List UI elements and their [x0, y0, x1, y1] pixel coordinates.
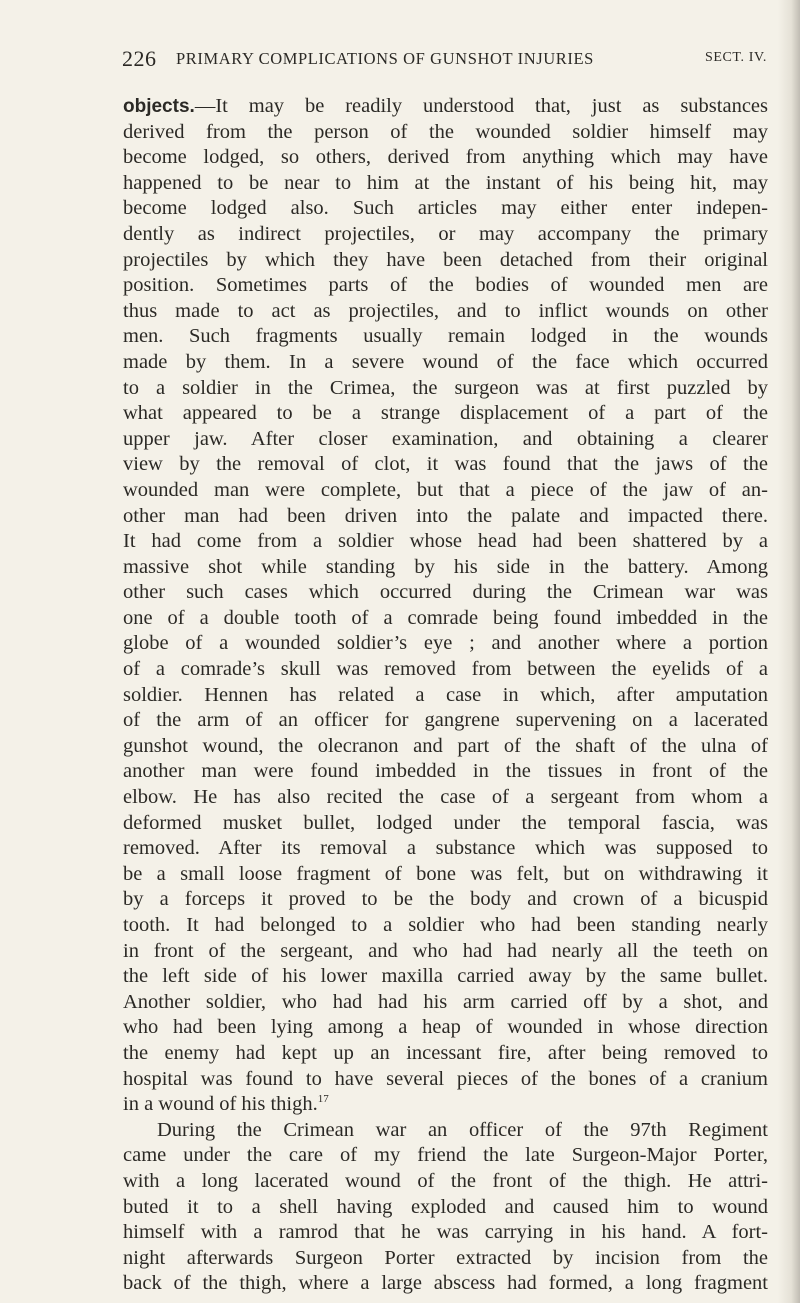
page-number: 226 [122, 46, 157, 71]
text-line: globe of a wounded soldier’s eye ; and another where a portion [123, 632, 768, 655]
text-line: another man were found imbedded in the tissues in front of the [123, 760, 768, 783]
text-line: During the Crimean war an officer of the 97th Regiment [157, 1118, 768, 1141]
text-line: with a long lacerated wound of the front of the thigh. He attri- [123, 1169, 768, 1192]
text-line: men. Such fragments usually remain lodged in the wounds [123, 325, 768, 348]
text-line: himself with a ramrod that he was carrying in his hand. A fort- [123, 1221, 768, 1244]
text-line: one of a double tooth of a comrade being found imbedded in the [123, 606, 768, 629]
text-line: become lodged, so others, derived from anything which may have [123, 146, 768, 169]
section-label: SECT. IV. [704, 50, 767, 65]
text-line: derived from the person of the wounded soldier himself may [123, 120, 768, 143]
text-line: buted it to a shell having exploded and caused him to wound [123, 1195, 768, 1218]
text-line: soldier. Hennen has related a case in which, after amputation [123, 683, 768, 706]
text-line: view by the removal of clot, it was found that the jaws of the [123, 453, 768, 476]
text-line: what appeared to be a strange displacement of a part of the [123, 402, 768, 425]
text-line: dently as indirect projectiles, or may accompany the primary [123, 222, 768, 245]
page-edge-shadow [778, 0, 800, 1303]
footnote-reference[interactable]: 17 [317, 1093, 329, 1106]
text-line: removed. After its removal a substance which was supposed to [123, 837, 768, 860]
text-line: Another soldier, who had had his arm carried off by a shot, and [123, 990, 768, 1013]
text-line: who had been lying among a heap of wounded in whose direction [123, 1016, 768, 1039]
text-line: hospital was found to have several pieces of the bones of a cranium [123, 1067, 768, 1090]
text-line: wounded man were complete, but that a piece of the jaw of an- [123, 478, 768, 501]
text-line: night afterwards Surgeon Porter extracted by incision from the [123, 1246, 768, 1269]
text-line: of the arm of an officer for gangrene supervening on a lacerated [123, 709, 768, 732]
text-line: tooth. It had belonged to a soldier who had been standing nearly [123, 914, 768, 936]
paragraph-end-line: in a wound of his thigh.$^{17}$ [123, 1093, 329, 1116]
running-header [122, 46, 767, 70]
text-line: came under the care of my friend the late Surgeon-Major Porter, [123, 1144, 768, 1167]
text-line: the left side of his lower maxilla carried away by the same bullet. [123, 965, 768, 988]
text-line: thus made to act as projectiles, and to inflict wounds on other [123, 299, 768, 322]
text-line: upper jaw. After closer examination, and obtaining a clearer [123, 427, 768, 450]
text-line: deformed musket bullet, lodged under the temporal fascia, was [123, 811, 768, 834]
text-line: back of the thigh, where a large abscess had formed, a long fragment [123, 1272, 768, 1295]
text-line: to a soldier in the Crimea, the surgeon was at first puzzled by [123, 376, 768, 399]
text-line: projectiles by which they have been detached from their original [123, 248, 768, 271]
text-line: made by them. In a severe wound of the face which occurred [123, 350, 768, 373]
text-line: the enemy had kept up an incessant fire, after being removed to [123, 1041, 768, 1064]
text-line: be a small loose fragment of bone was felt, but on withdrawing it [123, 862, 768, 885]
text-line: It had come from a soldier whose head had been shattered by a [123, 530, 768, 553]
text-line: objects.—It may be readily understood that, just as substances [123, 95, 768, 117]
text-line: become lodged also. Such articles may either enter indepen- [123, 197, 768, 220]
text-line: in front of the sergeant, and who had had nearly all the teeth on [123, 939, 768, 962]
text-line: happened to be near to him at the instant of his being hit, may [123, 171, 768, 194]
text-line: by a forceps it proved to be the body and crown of a bicuspid [123, 888, 768, 911]
text-line: of a comrade’s skull was removed from between the eyelids of a [123, 658, 768, 681]
text-line: other such cases which occurred during the Crimean war was [123, 581, 768, 604]
text-line: massive shot while standing by his side in the battery. Among [123, 555, 768, 578]
paragraph-lead-word: objects. [123, 96, 195, 117]
text-line: other man had been driven into the palate and impacted there. [123, 504, 768, 527]
text-line: elbow. He has also recited the case of a sergeant from whom a [123, 786, 768, 809]
text-line: gunshot wound, the olecranon and part of the shaft of the ulna of [123, 734, 768, 757]
body-text [123, 94, 768, 1297]
running-title: PRIMARY COMPLICATIONS OF GUNSHOT INJURIES [176, 49, 594, 68]
text-line: position. Sometimes parts of the bodies of wounded men are [123, 274, 768, 297]
